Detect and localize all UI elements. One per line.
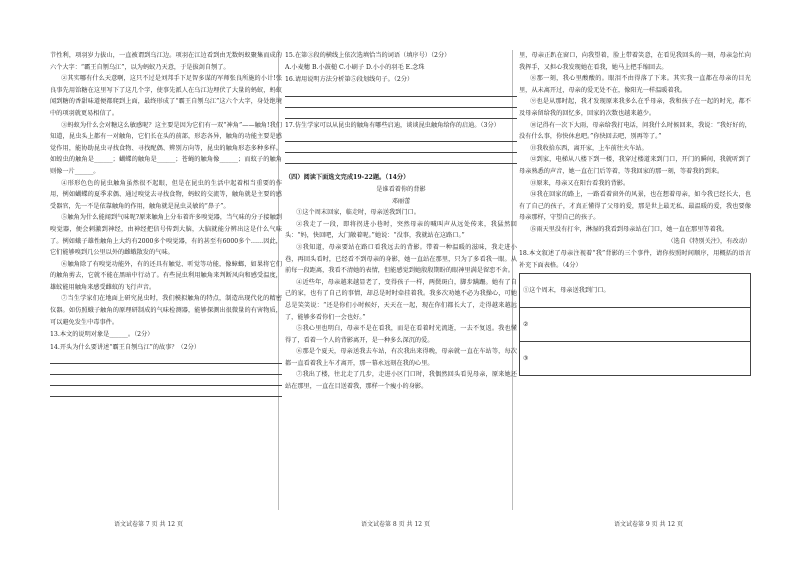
paragraph: ⑬原来，母亲又在阳台看我的背影。	[530, 179, 630, 187]
answer-line[interactable]	[285, 98, 517, 108]
question-17: 17.仿生学家可以从昆虫的触角有哪些启迪，谈谈昆虫触角给你的启迪。（3分）	[285, 121, 500, 129]
answer-line[interactable]	[285, 109, 517, 119]
paragraph: ②其实哪有什么天意啊，这只不过是刘邦手下足智多谋的军师张良所施的小计!张良事先用饴糖在这里写下了这几个字，使事先派人在乌江边埋伏了大量的蚂蚁，蚂蚁闻到糖的香甜味道便都爬到上面，最终形成了“霸王自刎乌江”这六个大字，身处绝境中的项羽就更易相信了。	[50, 75, 282, 117]
page-9-column	[519, 50, 751, 490]
paragraph: ⑨也是从那时起，我才发现原来我多么在乎母亲，我和孩子在一起的时光，都不及母亲留给我的回忆多，回家的次数也越来越少。	[519, 98, 751, 117]
table-row	[520, 308, 751, 342]
question-15-options: A.小麦穗 B.小鼓槌 C.小刷子 D.小小的羽毛 E.念珠	[285, 63, 425, 71]
answer-line[interactable]	[50, 387, 282, 397]
paragraph: ③蚂蚁为什么会对糖这么敏感呢？这主要是因为它们有一双“神角”——触角!我们知道，昆虫头上都有一对触角，它们长在头的前部，形态各异，触角的功能主要是感觉作用，能协助昆虫寻找食物、寻找配偶、辨别方向等，昆虫的触角形态多种多样。如蝗虫的触角是______；蝴蝶的触角是______；苍蝇的触角像______；而蚊子的触角则像一片______。	[50, 121, 282, 175]
question-13: 13.本文的说明对象是______。（2分）	[50, 331, 154, 339]
paragraph: ⑩记得有一次下大雨，母亲给我打电话，问我什么时候回来，我说：“我好好的，没有什么事，你快休息吧。”你快回去吧，别再等了。”	[519, 121, 751, 141]
table-cell[interactable]: ①这个周末，母亲送我到门口。	[520, 274, 751, 308]
page-footer: 语文试卷第 8 页 共 12 页	[361, 521, 430, 528]
paragraph: ⑧那一刻，我心里酸酸的。眼泪不由得落了下来。其实我一直都在母亲的目光里，从未离开过，母亲的爱无处不在，像阳光一样温暖着我。	[519, 75, 751, 94]
answer-line[interactable]	[50, 354, 282, 364]
answer-table	[519, 273, 751, 376]
page-footer: 语文试卷第 9 页 共 12 页	[614, 521, 683, 528]
paragraph: ⑮雨天里没有打伞，淋湿的我看到母亲站在门口，她一直在那里等着我。	[530, 225, 729, 233]
paragraph: ④形形色色的昆虫触角虽然很不起眼，但是在昆虫的生活中起着相当重要的作用，例如蝴蝶的夏季求偶、通过嗅觉去寻找食物，蚂蚁的交流等，触角就是主要的感受器官，先一不是依靠触角的作用，触角就是昆虫灵敏的“鼻子”。	[50, 179, 282, 210]
page-8-column	[285, 50, 517, 490]
paragraph: ⑥那是个夏天，母亲送我去车站，有次我出来得晚，母亲就一直在车站等，每次都一直看着我上车才离开，那一幕永远刻在我的心里。	[285, 348, 517, 367]
paragraph: 节性利，项羽岁力拔山，一直被谓到乌江边。项羽在江边看到由无数蚂蚁聚集而成的六个大字：“霸王自刎乌江”，以为蚂蚁乃天意，于是拔剑自刎了。	[50, 52, 282, 71]
passage-author: 邓丽蕾	[391, 197, 411, 205]
table-row	[520, 274, 751, 308]
answer-line[interactable]	[285, 143, 517, 153]
paragraph: ⑥触角除了有嗅觉功能外，有的还具有触觉、听觉等功能，像蟑螂，如果将它们的触角剪去，它就不能在黑暗中行动了。有些昆虫利用触角来判断风向和感受温度，雄蚊能用触角来感受雌蚊的飞行声音。	[50, 260, 282, 291]
answer-line[interactable]	[285, 132, 517, 142]
paragraph: ⑭我在回家的路上，一路看着窗外的风景，也在想着母亲，如今我已经长大，也有了自己的孩子，才真正懂得了父母的爱，那是世上最无私、最温暖的爱，我也要像母亲那样，守望自己的孩子。	[519, 191, 751, 222]
table-cell[interactable]: ③	[520, 342, 751, 376]
passage-source: （选自《特别关注》，有改动）	[667, 237, 751, 245]
paragraph: ⑦我出了楼，往北走了几步，走进小区门口时，我偶然回头看见母亲，原来她还站在那里，一直在目送着我，那样一个瘦小的身影。	[285, 371, 517, 391]
paragraph: ②我走了一段，即将拐进小巷时，突然母亲的喊叫声从远处传来，我猛然回头：“妈，快回吧，大门敞着呢。”她说：“没事，我就站在这路口。”	[285, 220, 517, 240]
paragraph: ①这个周末回家，临走时，母亲送我到门口。	[296, 209, 420, 217]
paragraph: 里，母亲正趴在窗口，向我望着，脸上带着笑意，在看见我回头的一刻，母亲急忙向我挥手，又担心我发现她在看我，她马上把手缩回去。	[519, 52, 751, 71]
answer-line[interactable]	[285, 154, 517, 164]
question-15: 15.在第③段的横线上依次选填恰当的词语（填序号）（2分）	[285, 52, 451, 59]
answer-line[interactable]	[50, 365, 282, 375]
table-cell[interactable]: ②	[520, 308, 751, 342]
page-footer: 语文试卷第 7 页 共 12 页	[114, 521, 183, 528]
question-18: 18.本文叙述了母亲注视着“我”背影的三个事件，请你按照时间顺序，用概括的语言补充下面表格。（4分）	[519, 250, 751, 269]
paragraph: ⑤触角为什么能闻到气味呢?原来触角上分布着许多嗅觉器，当气味的分子接触到嗅觉器，便会刺激到神经，由神经把信号传到大脑，大脑就能分辨出这是什么气味了。例如蛾子雄性触角上大约有2000多个嗅觉器，有的甚至有6000多个……因此，它们能够嗅到几公里以外的雌蛾散发的气味。	[50, 214, 282, 257]
paragraph: ⑫到家，电梯从八楼下到一楼，我穿过楼道来到门口，开门的瞬间，我就听到了母亲熟悉的声音，她一直在门后等着，等我回家的那一刻，等着我的到来。	[519, 156, 751, 175]
answer-line[interactable]	[50, 376, 282, 386]
passage-title: 是谁看着你的背影	[376, 185, 426, 193]
paragraph: ③我知道，母亲要站在路口看我远去的背影。带着一种温暖的滋味，我走进小巷，再回头看时，已经看不到母亲的身影，她一直站在那里，只为了多看我一眼。从前每一段距离，我看不清她的表情，但能感觉到她殷殷期盼的眼神里满是留恋不舍。	[285, 243, 517, 275]
question-16: 16.请用说明方法分析第⑤段划线句子。（2分）	[285, 76, 414, 84]
paragraph: ⑤我心里也明白，母亲不是在看我，而是在看着时光流逝，一去不复返。我也懂得了，看着一个人的背影离开，是一种多么深沉的爱。	[285, 325, 517, 344]
paragraph: ④近些年，母亲越来越显老了，变得孩子一样，两鬓斑白，脚步蹒跚。她有了自己的家，也有了自己的事情，却总是时时牵挂着我。我多次劝她不必为我操心，可她总是笑笑说：“还是你们小时候好，天天在一起，现在你们都长大了，走得越来越远了，能够多看你们一会也好。”	[285, 278, 517, 321]
table-row	[520, 342, 751, 376]
section-heading: （四）阅读下面选文完成19-22题。（14分）	[285, 174, 410, 182]
paragraph: ⑦当生学家们在地面上研究昆虫时，我们模拟触角的特点，制造出现代化的精密仪器。如仿照蛾子触角的原理研制成的气味检测器，能够探测出很微量的有害物质，可以避免发生中毒事件。	[50, 295, 282, 326]
question-14: 14.开头为什么要讲述“霸王自刎乌江”的故事？（2分）	[50, 343, 201, 351]
page-7-column	[50, 50, 282, 490]
answer-line[interactable]	[285, 87, 517, 97]
paragraph: ⑪我收拾东西，离开家，上车前往火车站。	[530, 144, 648, 152]
